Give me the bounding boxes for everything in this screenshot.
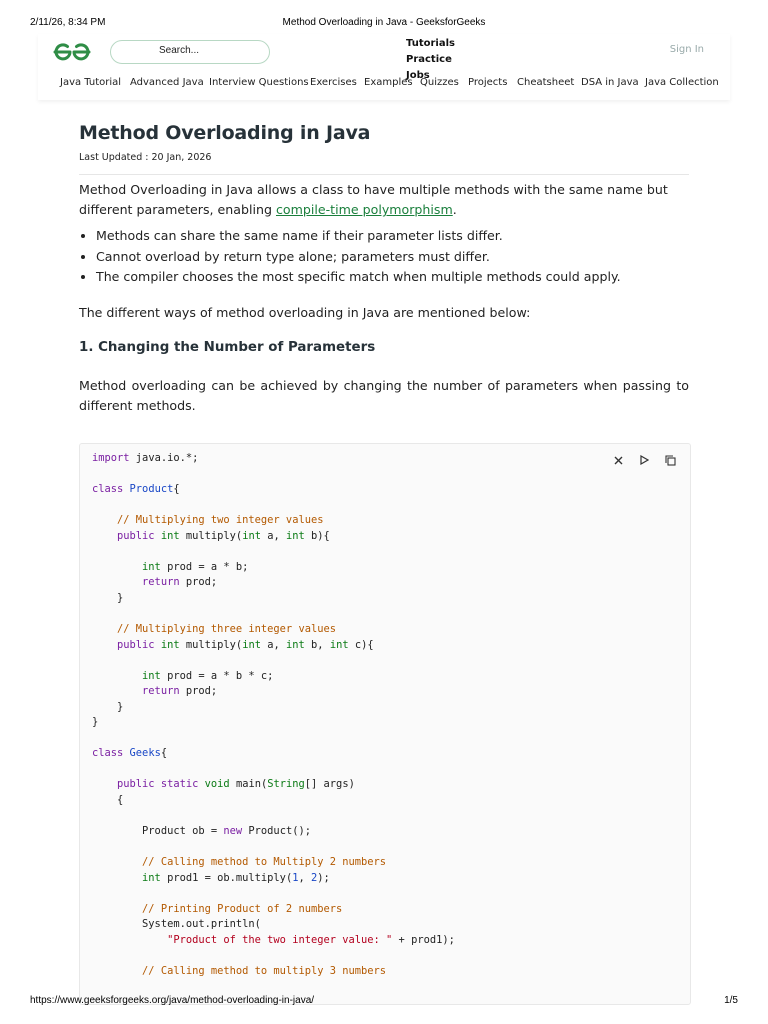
section-paragraph: Method overloading can be achieved by changing the number of parameters when passing to different methods. [79,378,689,413]
code-content: import java.io.*; class Product{ // Multiplying two integer values public int multiply(int a, int b){ int prod = a * b; return prod; } // Multiplying three integer values public int multiply(int a, int b, int c){ int prod = a * b * c; return prod; } } class Geeks{ public static void main(String[] args) { Product ob = new Product(); // Calling method to Multiply 2 numbers int prod1 = ob.multiply(1, 2); // Printing Product of 2 numbers System.out.println( "Product of the two integer value: " + prod1); // Calling method to multiply 3 numbers [92,452,455,978]
intro-end: . [452,202,457,217]
print-datetime: 2/11/26, 8:34 PM [30,17,106,28]
nav-projects[interactable]: Projects [468,77,508,88]
sign-in-link[interactable]: Sign In [669,44,704,55]
nav-advanced-java[interactable]: Advanced Java [130,77,204,88]
print-footer [0,995,768,1009]
nav-java-collection[interactable]: Java Collection [645,77,719,88]
menu-tutorials[interactable]: Tutorials [406,38,455,49]
page-title: Method Overloading in Java [79,122,371,144]
code-toolbar [612,454,676,466]
nav-exercises[interactable]: Exercises [310,77,357,88]
menu-practice[interactable]: Practice [406,54,452,65]
nav-cheatsheet[interactable]: Cheatsheet [517,77,575,88]
close-icon[interactable] [612,454,624,466]
intro-text: different parameters, enabling [79,202,272,217]
nav-interview-questions[interactable]: Interview Questions [209,77,309,88]
list-item: • Methods can share the same name if their parameter lists differ. [96,226,696,247]
menu-jobs[interactable]: Jobs [406,70,430,81]
polymorphism-link[interactable]: compile-time polymorphism [275,202,453,217]
copy-icon[interactable] [664,454,676,466]
site-header [38,34,730,100]
feature-list [79,226,696,288]
print-title: Method Overloading in Java - GeeksforGeeks [282,17,486,28]
code-block [79,443,691,1005]
nav-java-tutorial[interactable]: Java Tutorial [60,77,122,88]
print-page: 1/5 [724,995,738,1006]
gfg-logo[interactable] [52,41,92,63]
intro-line-2 [79,200,691,220]
list-item: • Cannot overload by return type alone; parameters must differ. [96,247,696,268]
list-item: • The compiler chooses the most specific match when multiple methods could apply. [96,267,696,288]
play-icon[interactable] [638,454,650,466]
last-updated: Last Updated : 20 Jan, 2026 [79,152,212,163]
nav-quizzes[interactable]: Quizzes [420,77,459,88]
nav-dsa-in-java[interactable]: DSA in Java [581,77,639,88]
sub-nav [38,77,730,93]
print-header [0,17,768,31]
search-input[interactable] [110,40,270,64]
print-url: https://www.geeksforgeeks.org/java/method-overloading-in-java/ [30,995,315,1006]
divider [79,174,689,175]
intro-line-1: Method Overloading in Java allows a class to have multiple methods with the same name but [79,182,668,197]
nav-examples[interactable]: Examples [364,77,413,88]
ways-paragraph: The different ways of method overloading in Java are mentioned below: [79,305,531,320]
intro-paragraph [79,180,691,220]
search-placeholder: Search... [159,45,200,56]
section-heading: 1. Changing the Number of Parameters [79,340,376,355]
